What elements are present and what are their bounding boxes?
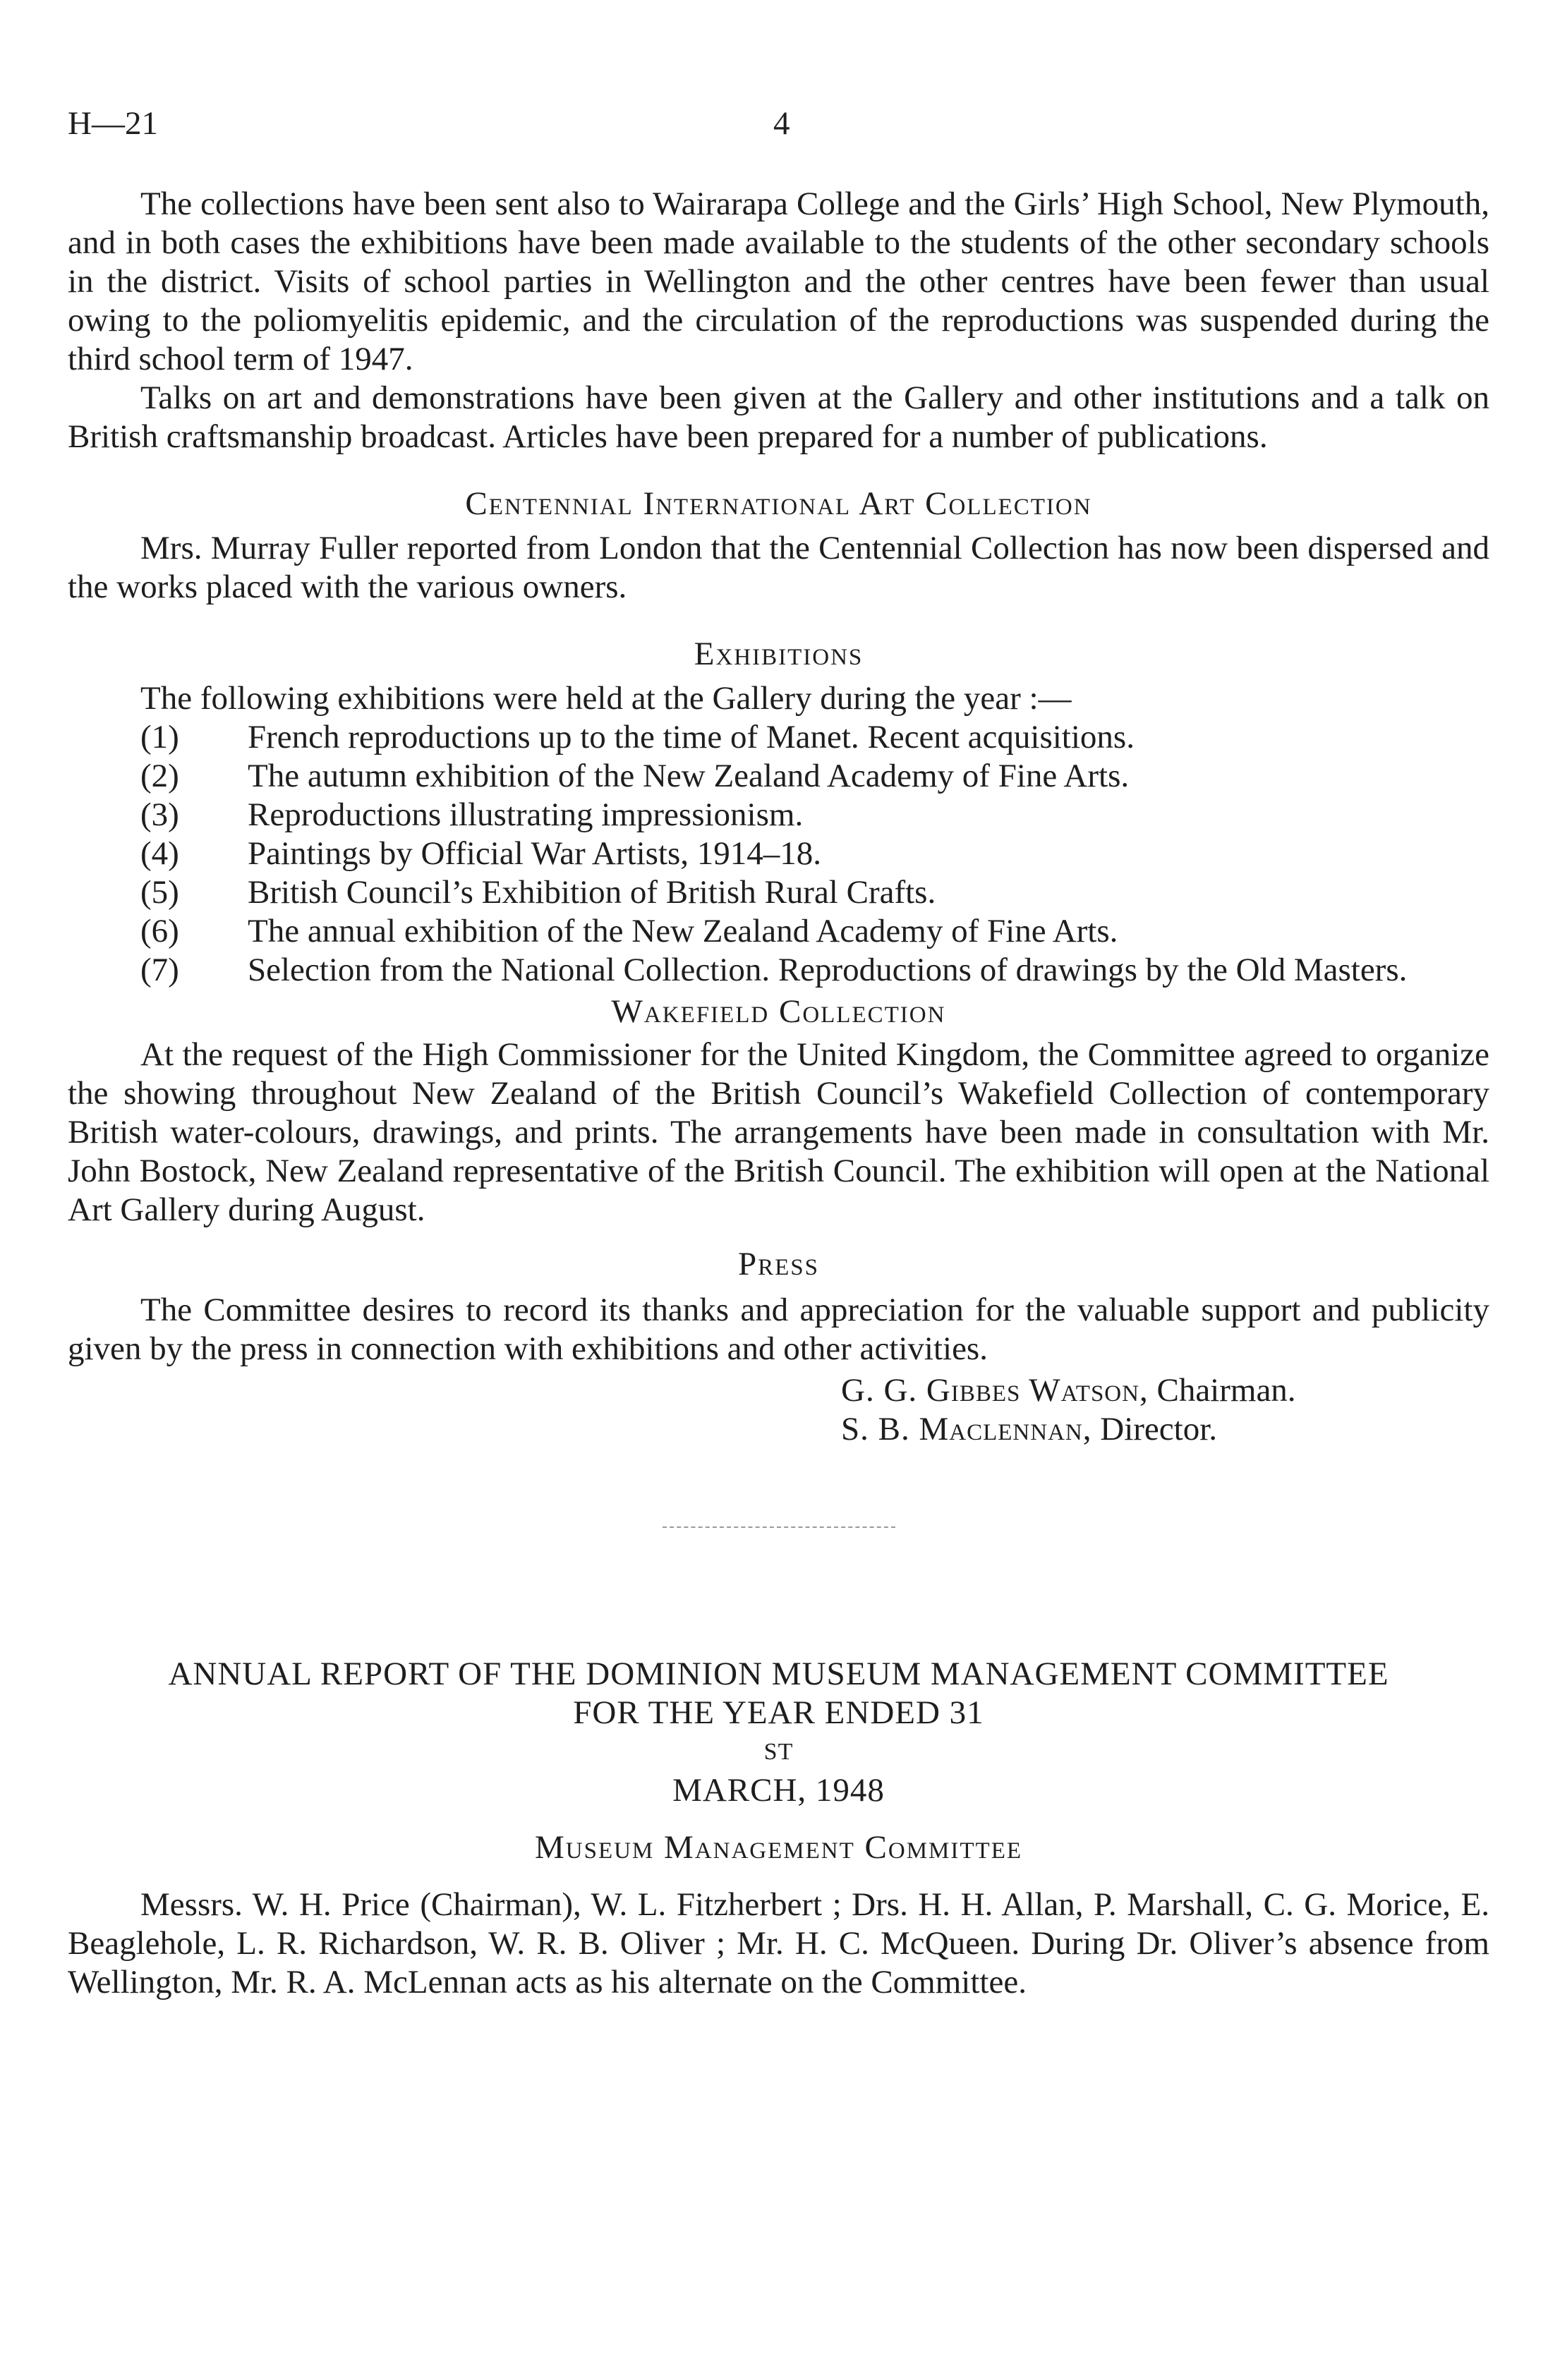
list-item-number: (5) [140,874,179,911]
body-text [68,185,1489,2002]
wakefield-paragraph: At the request of the High Commissioner for the United Kingdom, the Committee agreed to organize the showing throughout New Zealand of the British Council’s Wakefield Collection of contemporary British water-colours, drawings, and prints. The arrangements have been made in consultation with Mr. John Bostock, New Zealand representative of the British Council. The exhibition will open at the National Art Gallery during August. [68,1036,1489,1228]
list-item-text: French reproductions up to the time of Manet. Recent acquisitions. [248,719,1135,755]
signature-role: Director. [1100,1411,1218,1447]
report-title-line-2-end: MARCH, 1948 [672,1772,885,1809]
exhibitions-list [68,718,1489,990]
report-title-line-1: ANNUAL REPORT OF THE DOMINION MUSEUM MANAGEMENT COMMITTEE [168,1656,1389,1692]
signature-name: G. G. Gibbes Watson, [841,1372,1149,1409]
list-item-number: (4) [140,835,179,872]
signature-chairman [841,1371,1489,1410]
list-item-number: (7) [140,952,179,988]
exhibitions-intro: The following exhibitions were held at the Gallery during the year :— [140,680,1072,717]
list-item-text: Paintings by Official War Artists, 1914–18. [248,835,822,872]
centennial-heading: Centennial International Art Collection [465,485,1092,522]
list-item [68,951,1489,990]
intro-paragraph-1: The collections have been sent also to Wairarapa College and the Girls’ High School, New Plymouth, and in both cases the exhibitions have been made available to the students of the other secondary schools in the district. Visits of school parties in Wellington and the other centres have been fewer than usual owing to the poliomyelitis epidemic, and the circulation of the reproductions was suspended during the third school term of 1947. [68,186,1489,377]
running-head [68,104,1489,147]
committee-members-paragraph: Messrs. W. H. Price (Chairman), W. L. Fitzherbert ; Drs. H. H. Allan, P. Marshall, C. G. Morice, E. Beaglehole, L. R. Richardson, W. R. B. Oliver ; Mr. H. C. McQueen. During Dr. Oliver’s absence from Wellington, Mr. R. A. McLennan acts as his alternate on the Committee. [68,1886,1489,2000]
list-item-number: (1) [140,719,179,755]
intro-paragraph-2: Talks on art and demonstrations have been given at the Gallery and other institutions and a talk on British craftsmanship broadcast. Articles have been prepared for a number of publications. [68,380,1489,455]
list-item [68,718,1489,757]
report-title-line-2 [68,1694,1489,1810]
list-item-text: Selection from the National Collection. Reproductions of drawings by the Old Masters. [248,952,1408,988]
list-item-number: (6) [140,913,179,949]
list-item-number: (2) [140,758,179,794]
press-heading: Press [737,1246,819,1282]
signature-director [841,1410,1489,1449]
document-code: H—21 [68,105,158,142]
section-divider [663,1526,895,1529]
list-item-text: British Council’s Exhibition of British Rural Crafts. [248,874,936,911]
report-title-line-2-start: FOR THE YEAR ENDED 31 [573,1694,984,1731]
list-item [68,834,1489,873]
exhibitions-heading: Exhibitions [694,636,864,672]
page-number: 4 [773,105,790,142]
list-item-text: The autumn exhibition of the New Zealand Academy of Fine Arts. [248,758,1130,794]
signature-role: Chairman. [1156,1372,1296,1409]
list-item [68,757,1489,796]
ordinal-suffix: ST [763,1739,794,1765]
signature-name: S. B. Maclennan, [841,1411,1092,1447]
list-item-number: (3) [140,796,179,833]
list-item [68,796,1489,834]
press-paragraph: The Committee desires to record its thanks and appreciation for the valuable support and publicity given by the press in connection with exhibitions and other activities. [68,1292,1489,1367]
centennial-paragraph: Mrs. Murray Fuller reported from London that the Centennial Collection has now been dispersed and the works placed with the various owners. [68,530,1489,605]
signature-block [68,1371,1489,1449]
list-item-text: The annual exhibition of the New Zealand Academy of Fine Arts. [248,913,1118,949]
document-page [68,0,1489,2380]
report-title [68,1655,1489,1810]
museum-committee-heading: Museum Management Committee [534,1829,1023,1866]
wakefield-heading: Wakefield Collection [611,993,946,1030]
list-item [68,873,1489,912]
list-item [68,912,1489,951]
list-item-text: Reproductions illustrating impressionism. [248,796,804,833]
